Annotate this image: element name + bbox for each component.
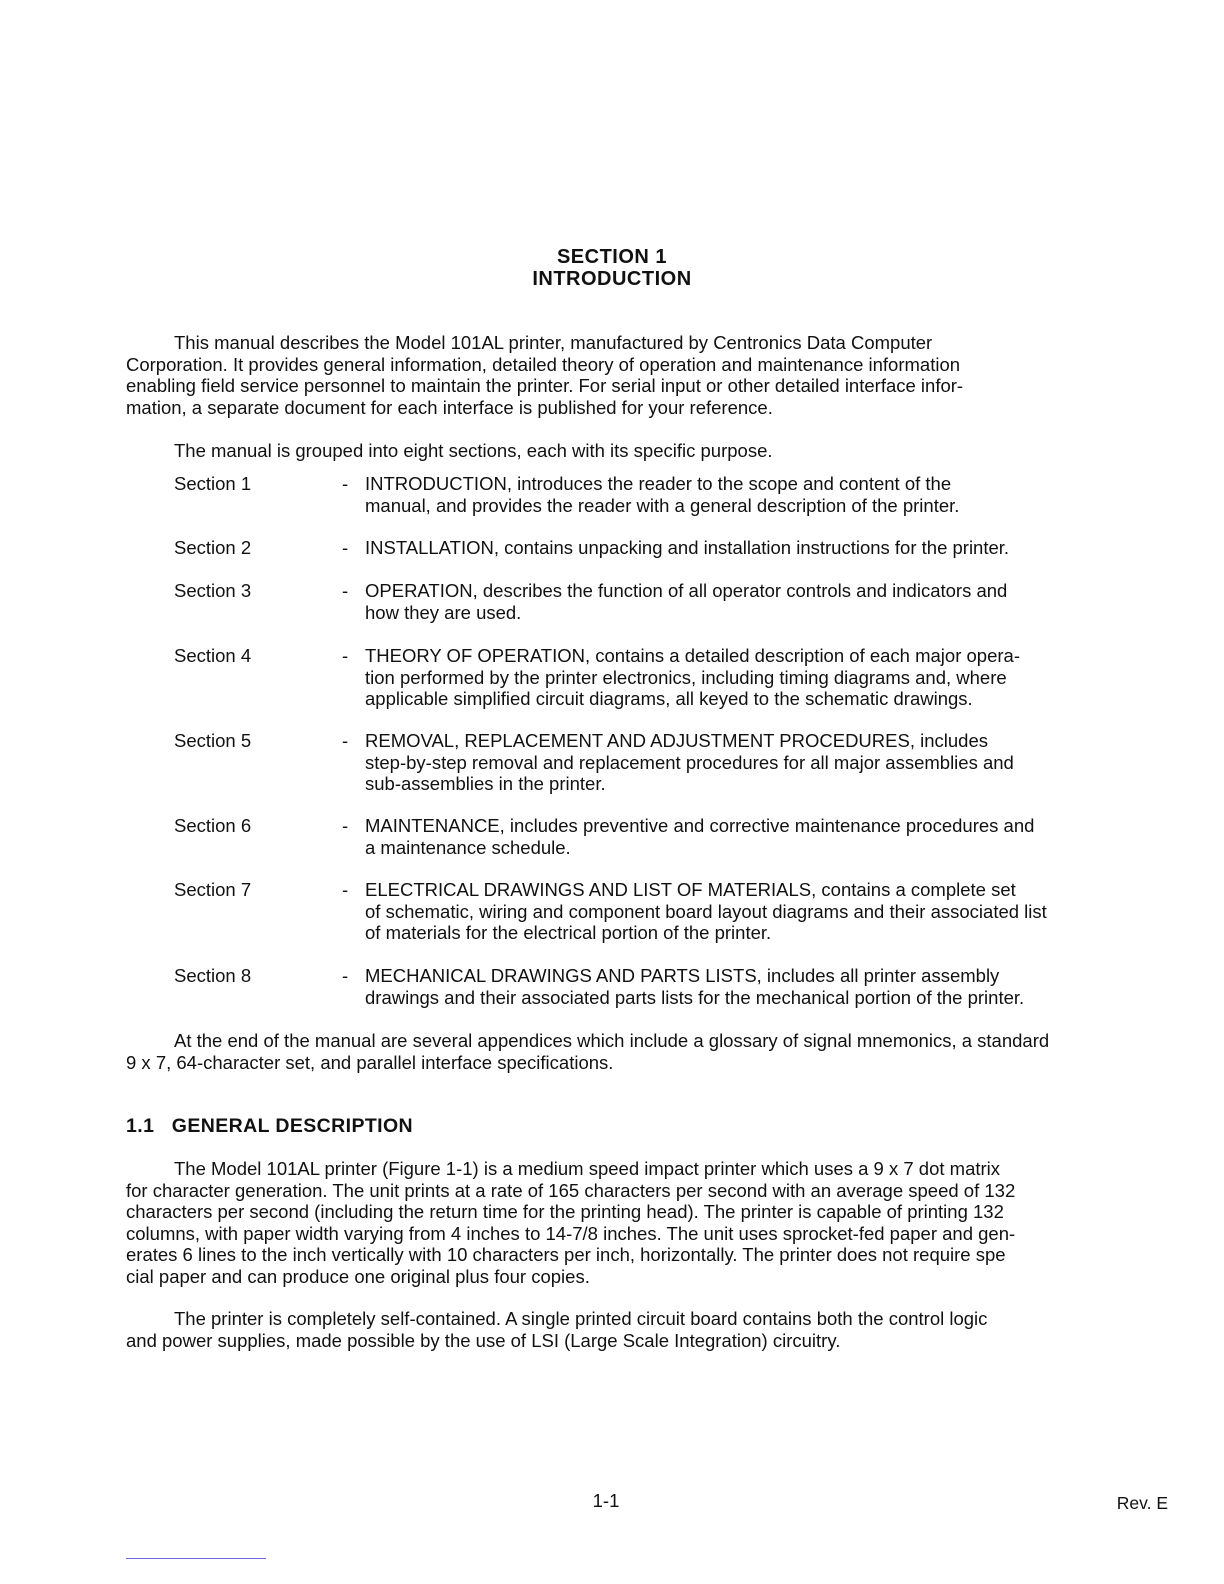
- intro-line: mation, a separate document for each interface is published for your reference.: [126, 396, 773, 418]
- section-dash: -: [342, 473, 349, 494]
- section-label: Section 1: [174, 473, 252, 494]
- section-description-line: manual, and provides the reader with a general description of the printer.: [365, 494, 960, 516]
- section-description: [365, 815, 1034, 858]
- section-label: Section 6: [174, 815, 252, 836]
- section-description: [365, 537, 1009, 559]
- general-line: for character generation. The unit prints at a rate of 165 characters per second with an average speed of 132: [126, 1179, 1016, 1201]
- page-number: 1-1: [592, 1490, 620, 1511]
- section-dash: -: [342, 645, 349, 666]
- section-label: Section 8: [174, 965, 252, 986]
- general-line: erates 6 lines to the inch vertically with 10 characters per inch, horizontally. The printer does not require spe: [126, 1244, 1006, 1265]
- section-description-line: step-by-step removal and replacement procedures for all major assemblies and: [365, 751, 1014, 773]
- section-label: Section 4: [174, 645, 252, 666]
- section-description-line: applicable simplified circuit diagrams, all keyed to the schematic drawings.: [365, 688, 973, 709]
- general-line: cial paper and can produce one original plus four copies.: [126, 1265, 590, 1287]
- section-description-line: MECHANICAL DRAWINGS AND PARTS LISTS, includes all printer assembly: [365, 965, 1000, 986]
- section-description: [365, 879, 1047, 944]
- section-description-line: of schematic, wiring and component board layout diagrams and their associated list: [365, 900, 1047, 922]
- section-description: [365, 730, 1014, 795]
- revision-label: Rev. E: [1116, 1493, 1168, 1513]
- grouping-paragraph: [126, 440, 1156, 462]
- intro-line: This manual describes the Model 101AL printer, manufactured by Centronics Data Computer: [174, 332, 933, 353]
- appendices-paragraph: [126, 1030, 1156, 1073]
- page-title: INTRODUCTION: [532, 268, 692, 290]
- section-description-line: OPERATION, describes the function of all operator controls and indicators and: [365, 580, 1008, 601]
- section-description: [365, 965, 1024, 1008]
- general-description-heading: 1.1 GENERAL DESCRIPTION: [126, 1115, 414, 1137]
- section-dash: -: [342, 730, 349, 751]
- section-description-line: REMOVAL, REPLACEMENT AND ADJUSTMENT PROCEDURES, includes: [365, 730, 988, 751]
- section-description: [365, 580, 1007, 623]
- section-number: SECTION 1: [556, 246, 668, 268]
- section-description-line: sub-assemblies in the printer.: [365, 773, 606, 794]
- section-description: [365, 473, 959, 516]
- section-description-line: how they are used.: [365, 601, 522, 623]
- grouping-line: The manual is grouped into eight sections, each with its specific purpose.: [174, 440, 773, 461]
- general-line: The Model 101AL printer (Figure 1-1) is a medium speed impact printer which uses a 9 x 7 dot matrix: [174, 1158, 1001, 1179]
- general-line: characters per second (including the return time for the printing head). The printer is capable of printing 132: [126, 1201, 1004, 1222]
- section-description-line: MAINTENANCE, includes preventive and corrective maintenance procedures and: [365, 815, 1035, 836]
- general-description-paragraph: [126, 1158, 1156, 1287]
- section-label: Section 5: [174, 730, 252, 751]
- section-description-line: of materials for the electrical portion of the printer.: [365, 922, 772, 943]
- general-line: The printer is completely self-contained. A single printed circuit board contains both the control logic: [174, 1308, 988, 1329]
- section-dash: -: [342, 815, 349, 836]
- section-dash: -: [342, 537, 349, 558]
- section-description-line: ELECTRICAL DRAWINGS AND LIST OF MATERIALS, contains a complete set: [365, 879, 1016, 900]
- intro-paragraph: [126, 332, 1156, 418]
- appendices-line: 9 x 7, 64-character set, and parallel interface specifications.: [126, 1051, 614, 1073]
- section-label: Section 2: [174, 537, 252, 558]
- intro-line: Corporation. It provides general information, detailed theory of operation and maintenance information: [126, 353, 961, 375]
- section-dash: -: [342, 879, 349, 900]
- appendices-line: At the end of the manual are several appendices which include a glossary of signal mnemonics, a standard: [174, 1030, 1050, 1051]
- section-description-line: INTRODUCTION, introduces the reader to the scope and content of the: [365, 473, 952, 494]
- section-description-line: a maintenance schedule.: [365, 836, 571, 858]
- section-description-line: INSTALLATION, contains unpacking and installation instructions for the printer.: [365, 537, 1010, 558]
- section-label: Section 3: [174, 580, 252, 601]
- section-dash: -: [342, 965, 349, 986]
- intro-line: enabling field service personnel to maintain the printer. For serial input or other detailed interface infor-: [126, 375, 964, 396]
- section-description: [365, 645, 1020, 710]
- section-description-line: tion performed by the printer electronics, including timing diagrams and, where: [365, 666, 1007, 688]
- footnote-rule: [126, 1558, 266, 1559]
- general-line: and power supplies, made possible by the use of LSI (Large Scale Integration) circuitry.: [126, 1329, 841, 1351]
- general-line: columns, with paper width varying from 4 inches to 14-7/8 inches. The unit uses sprocket-fed paper and gen-: [126, 1222, 1016, 1244]
- section-label: Section 7: [174, 879, 252, 900]
- section-dash: -: [342, 580, 349, 601]
- self-contained-paragraph: [126, 1308, 1156, 1351]
- section-description-line: THEORY OF OPERATION, contains a detailed description of each major opera-: [365, 645, 1020, 666]
- section-description-line: drawings and their associated parts lists for the mechanical portion of the printer.: [365, 986, 1025, 1008]
